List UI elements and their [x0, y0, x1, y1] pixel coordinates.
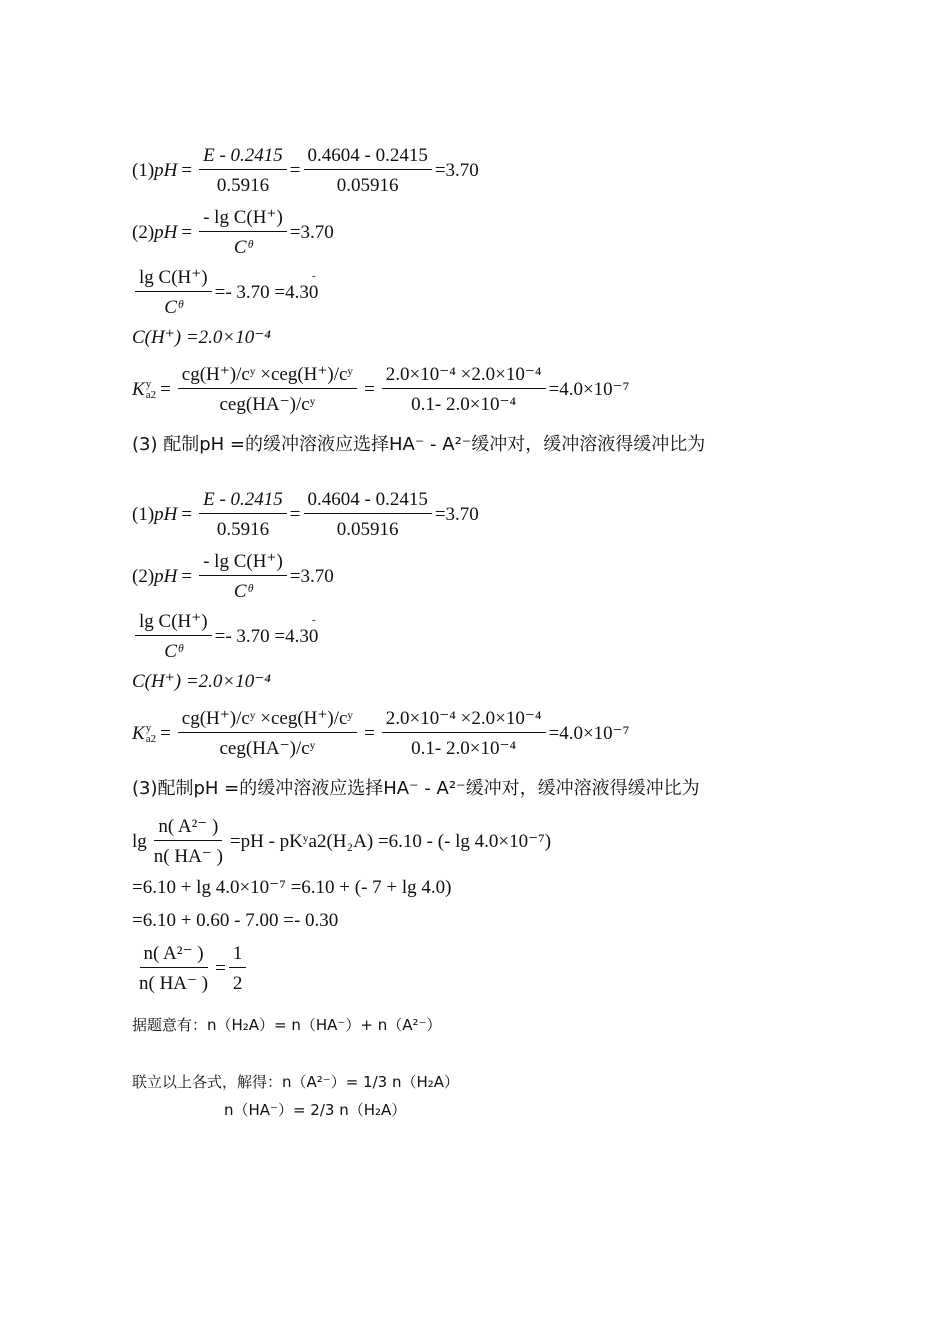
denominator: 0.1- 2.0×10⁻⁴ [411, 394, 517, 415]
block-b-eq4 [132, 672, 271, 691]
fraction [178, 365, 357, 414]
fraction [199, 490, 287, 539]
eq-label: (1) [132, 160, 155, 181]
fraction [199, 208, 287, 257]
concentration-line: C(H⁺) =2.0×10⁻⁴ [132, 327, 271, 348]
fraction [382, 709, 546, 758]
ph-symbol: pH [154, 566, 178, 587]
result: =3.70 [434, 504, 479, 525]
numerator: n( A²⁻ ) [140, 944, 208, 968]
equals: = [215, 958, 226, 979]
numerator: 2.0×10⁻⁴ ×2.0×10⁻⁴ [382, 365, 546, 389]
denominator: 0.1- 2.0×10⁻⁴ [411, 738, 517, 759]
numerator: E - 0.2415 [199, 490, 287, 514]
equals: = [181, 222, 193, 243]
ph-symbol: pH [154, 222, 178, 243]
numerator: lg C(H⁺) [135, 268, 212, 292]
result: =3.70 [289, 222, 334, 243]
block-a-eq4 [132, 328, 271, 347]
block-a-eq5 [132, 365, 629, 414]
result: =4.0×10⁻⁷ [548, 723, 630, 744]
block-b-eq2 [132, 552, 334, 601]
numerator: cg(H⁺)/cʸ ×ceg(H⁺)/cʸ [178, 365, 357, 389]
denominator: 0.5916 [216, 519, 270, 540]
fraction [304, 490, 432, 539]
eq-label: (2) [132, 222, 155, 243]
block-b-step3: (3)配制pH =的缓冲溶液应选择HA⁻ - A²⁻缓冲对，缓冲溶液得缓冲比为 [132, 778, 700, 799]
k-sub: a2 [145, 732, 157, 745]
ph-symbol: pH [154, 504, 178, 525]
note-solution-2: n（HA⁻）= 2/3 n（H₂A） [224, 1101, 407, 1119]
k-sup: y [145, 377, 152, 390]
result: =- 3.70 =4.30 [214, 626, 319, 647]
denominator: 0.5916 [216, 175, 270, 196]
denominator: ceg(HA⁻)/cʸ [219, 738, 316, 759]
ratio-eq4 [132, 944, 249, 993]
eq-label: (2) [132, 566, 155, 587]
fraction [178, 709, 357, 758]
equals: = [181, 566, 193, 587]
numerator: - lg C(H⁺) [199, 208, 287, 232]
denominator: Cᶿ [164, 641, 183, 662]
equals: = [181, 160, 193, 181]
result: =4.0×10⁻⁷ [548, 379, 630, 400]
numerator: 2.0×10⁻⁴ ×2.0×10⁻⁴ [382, 709, 546, 733]
fraction [135, 612, 212, 661]
denominator: Cᶿ [233, 581, 252, 602]
block-a-eq3 [132, 268, 318, 317]
fraction [150, 817, 227, 866]
k-indices [146, 723, 156, 745]
denominator: 0.05916 [336, 175, 399, 196]
note-mass-balance: 据题意有：n（H₂A）= n（HA⁻）+ n（A²⁻） [132, 1016, 442, 1034]
block-a-eq1 [132, 146, 479, 195]
fraction [304, 146, 432, 195]
eq-label: (1) [132, 504, 155, 525]
numerator: lg C(H⁺) [135, 612, 212, 636]
denominator: n( HA⁻ ) [139, 973, 209, 994]
denominator: 0.05916 [336, 519, 399, 540]
numerator: E - 0.2415 [199, 146, 287, 170]
result: =3.70 [434, 160, 479, 181]
numerator: 0.4604 - 0.2415 [304, 490, 432, 514]
rhs-line: =6.10 + lg 4.0×10⁻⁷ =6.10 + (- 7 + lg 4.0) [132, 877, 452, 898]
rhs-line: =6.10 + 0.60 - 7.00 =- 0.30 [132, 910, 339, 931]
equals: = [160, 723, 171, 744]
k-symbol: K [132, 723, 145, 744]
k-indices [146, 379, 156, 401]
equals: = [289, 504, 301, 525]
fraction [199, 552, 287, 601]
overbar-mark: - [312, 614, 316, 626]
k-sub: a2 [145, 388, 157, 401]
block-b-eq1 [132, 490, 479, 539]
block-a-eq2 [132, 208, 334, 257]
numerator: cg(H⁺)/cʸ ×ceg(H⁺)/cʸ [178, 709, 357, 733]
numerator: 1 [229, 944, 247, 968]
ph-symbol: pH [154, 160, 178, 181]
result: =3.70 [289, 566, 334, 587]
fraction [135, 268, 212, 317]
lg-label: lg [132, 831, 147, 852]
fraction [229, 944, 247, 993]
overbar-mark: - [312, 270, 316, 282]
rhs: =pH - pKʸa2(H₂A) =6.10 - (- lg 4.0×10⁻⁷) [229, 831, 552, 852]
result: =- 3.70 =4.30 [214, 282, 319, 303]
denominator: 2 [232, 973, 243, 994]
equals: = [364, 379, 375, 400]
equals: = [160, 379, 171, 400]
k-sup: y [145, 721, 152, 734]
note-solution-1: 联立以上各式，解得：n（A²⁻）= 1/3 n（H₂A） [132, 1073, 460, 1091]
block-b-eq5 [132, 709, 629, 758]
numerator: - lg C(H⁺) [199, 552, 287, 576]
k-symbol: K [132, 379, 145, 400]
equals: = [364, 723, 375, 744]
ratio-eq3 [132, 911, 338, 930]
numerator: n( A²⁻ ) [154, 817, 222, 841]
numerator: 0.4604 - 0.2415 [304, 146, 432, 170]
equals: = [181, 504, 193, 525]
denominator: n( HA⁻ ) [153, 846, 223, 867]
fraction [135, 944, 212, 993]
denominator: Cᶿ [233, 237, 252, 258]
fraction [199, 146, 287, 195]
ratio-eq1 [132, 817, 551, 866]
ratio-eq2 [132, 878, 451, 897]
concentration-line: C(H⁺) =2.0×10⁻⁴ [132, 671, 271, 692]
block-a-step3: (3) 配制pH =的缓冲溶液应选择HA⁻ - A²⁻缓冲对，缓冲溶液得缓冲比为 [132, 434, 706, 455]
block-b-eq3 [132, 612, 318, 661]
equals: = [289, 160, 301, 181]
denominator: ceg(HA⁻)/cʸ [219, 394, 316, 415]
denominator: Cᶿ [164, 297, 183, 318]
fraction [382, 365, 546, 414]
